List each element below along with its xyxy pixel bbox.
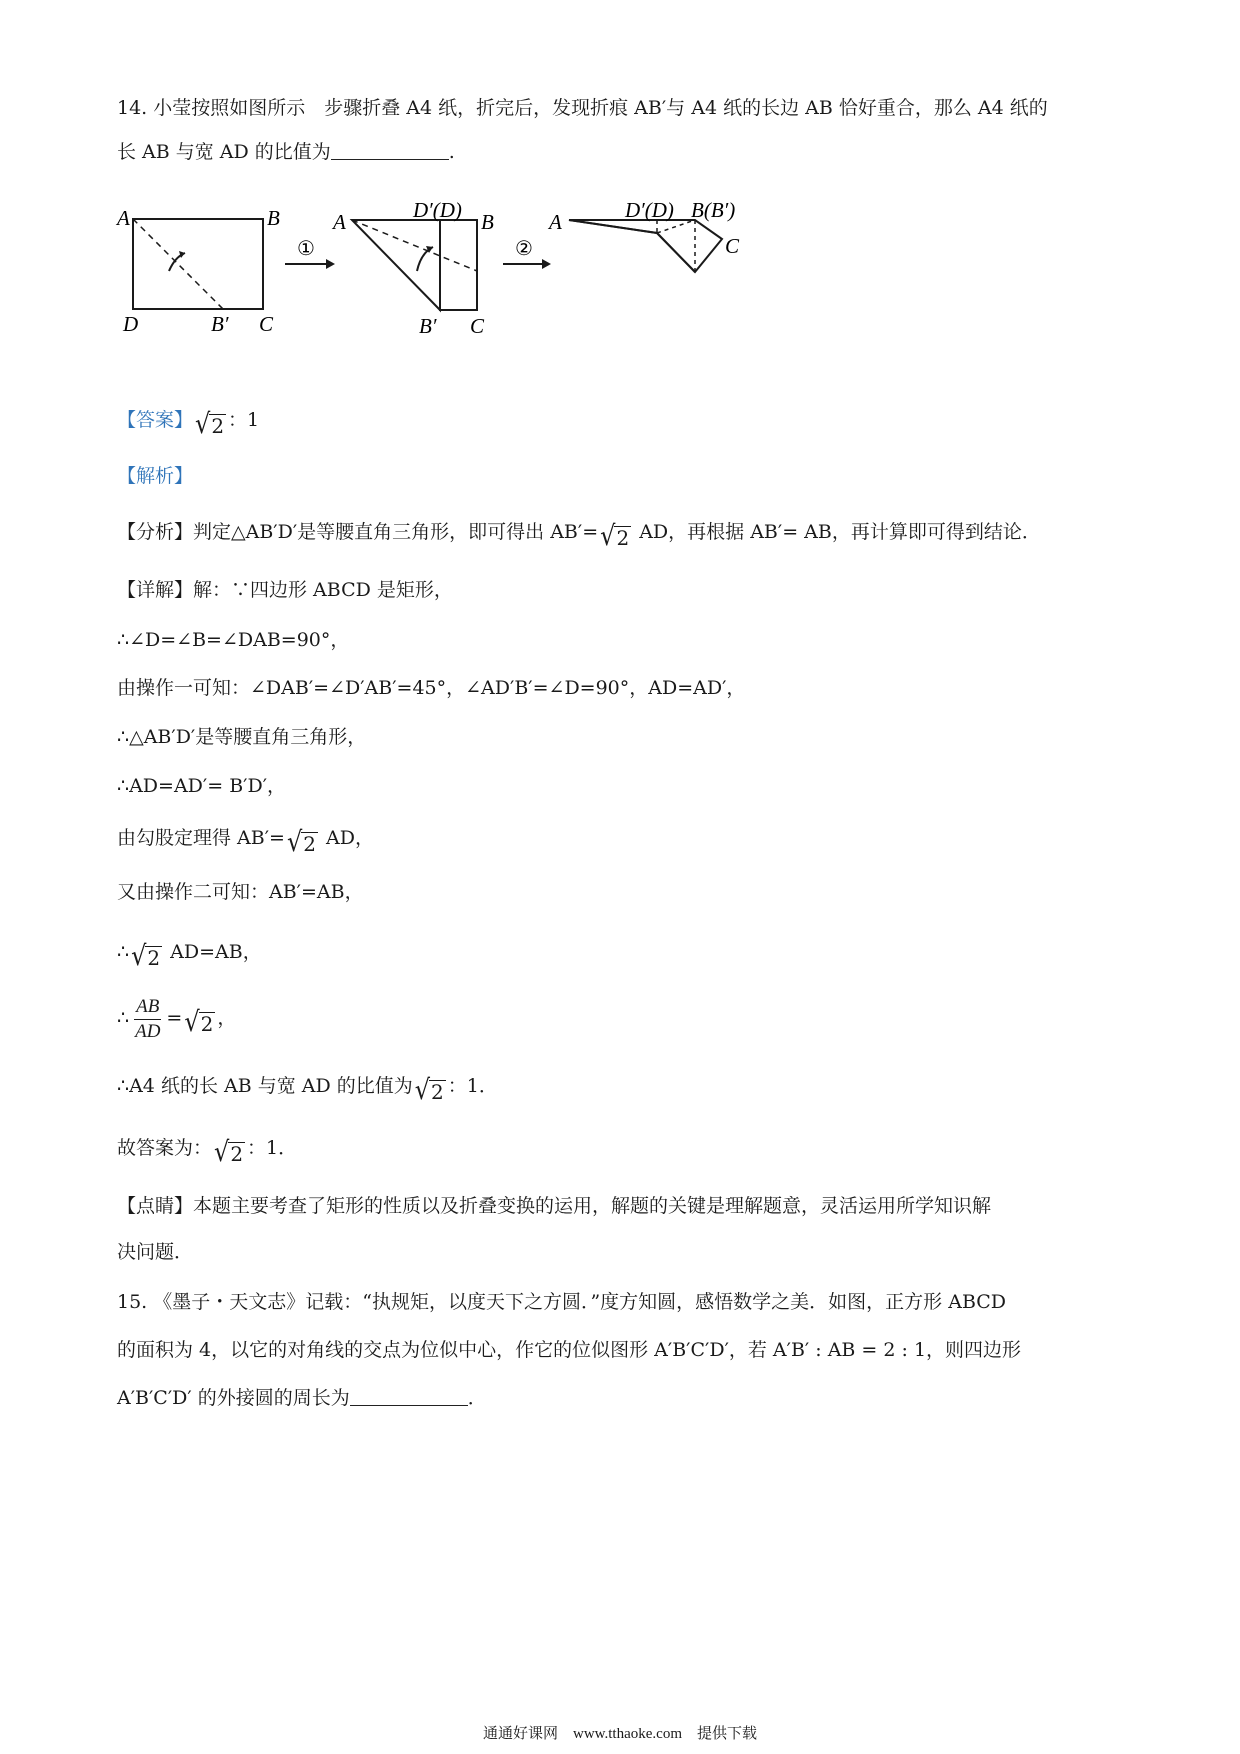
sqrt-symbol: √ 2 xyxy=(131,939,161,973)
fig1-label-Bprime: B′ xyxy=(211,312,229,336)
detail-l11-a: 故答案为： xyxy=(117,1137,213,1159)
step2-arrow xyxy=(503,238,551,269)
fig1-label-C: C xyxy=(259,312,274,336)
fig3-folded xyxy=(547,198,740,272)
detail-l10-b: ：1． xyxy=(447,1075,498,1097)
detail-line11 xyxy=(117,1135,298,1169)
fig2-label-Dprime: D′(D) xyxy=(413,198,462,222)
fig3-label-B: B(B′) xyxy=(691,198,736,222)
detail-line2: ∴∠D=∠B=∠DAB=90°， xyxy=(117,629,350,651)
fenxi-tag: 【分析】 xyxy=(117,521,194,543)
fig2-fold-dashed xyxy=(352,220,477,271)
fig2-triangle xyxy=(352,220,440,310)
dianjing-line2: 决问题． xyxy=(117,1241,194,1263)
fraction-denominator: AD xyxy=(135,1020,161,1042)
detail-line1 xyxy=(117,578,453,602)
fig2-folded xyxy=(331,198,494,338)
fenxi-text2: AD，再根据 AB′= AB，再计算即可得到结论． xyxy=(633,521,1041,543)
q14-line2 xyxy=(117,140,455,164)
fig3-label-C: C xyxy=(725,234,740,258)
step1-arrow xyxy=(285,238,335,269)
sqrt-symbol: √ 2 xyxy=(195,407,225,441)
detail-l8-b: AD=AB， xyxy=(164,941,262,963)
answer-rest: ：1 xyxy=(228,409,260,431)
folding-diagram-svg xyxy=(117,198,877,343)
fig2-label-C: C xyxy=(470,314,485,338)
analysis-tag: 【解析】 xyxy=(117,465,194,487)
fig1-rectangle xyxy=(115,206,280,336)
step2-label: ② xyxy=(515,238,533,260)
step1-label: ① xyxy=(297,238,315,260)
q15-line2: 的面积为 4，以它的对角线的交点为位似中心，作它的位似图形 A′B′C′D′，若 A′B′ : AB = 2 : 1，则四边形 xyxy=(117,1339,1022,1361)
fig3-outline-upper xyxy=(569,220,722,272)
sqrt-symbol: √ 2 xyxy=(286,825,316,859)
detail-l9-a: ∴ xyxy=(117,1007,130,1029)
q15-line3-text: A′B′C′D′ 的外接圆的周长为 xyxy=(117,1387,350,1409)
detail-l9-eq: = xyxy=(166,1007,183,1029)
detail-line7: 又由操作二可知：AB′=AB， xyxy=(117,881,364,903)
fig3-label-A: A xyxy=(549,210,562,234)
answer-blank xyxy=(350,1387,468,1406)
sqrt-symbol: √ 2 xyxy=(214,1135,244,1169)
detail-l6-b: AD， xyxy=(320,827,374,849)
answer-line xyxy=(117,407,260,441)
detail-l11-b: ：1． xyxy=(247,1137,298,1159)
detail-l6-a: 由勾股定理得 AB′= xyxy=(117,827,285,849)
detail-l10-a: ∴A4 纸的长 AB 与宽 AD 的比值为 xyxy=(117,1075,413,1097)
sqrt-symbol: √ 2 xyxy=(414,1073,444,1107)
fenxi-text1: 判定△AB′D′是等腰直角三角形，即可得出 AB′= xyxy=(193,521,599,543)
fig2-label-B: B xyxy=(481,210,494,234)
detail-tag: 【详解】 xyxy=(117,579,194,601)
fig2-label-Bprime: B′ xyxy=(419,314,437,338)
detail-line4: ∴△AB′D′是等腰直角三角形， xyxy=(117,726,367,748)
fig1-fold-dashed xyxy=(133,219,223,309)
q14-line1: 14. 小莹按照如图所示 步骤折叠 A4 纸，折完后，发现折痕 AB′与 A4 纸的长边 AB 恰好重合，那么 A4 纸的 xyxy=(117,97,1048,119)
fig1-rect xyxy=(133,219,263,309)
detail-line3: 由操作一可知：∠DAB′=∠D′AB′=45°，∠AD′B′=∠D=90°，AD=AD′， xyxy=(117,677,746,699)
fenxi-line xyxy=(117,519,1041,553)
dianjing-tag: 【点睛】 xyxy=(117,1195,194,1217)
fig3-outline-lower xyxy=(569,220,695,272)
fig1-label-D: D xyxy=(123,312,139,336)
detail-l1: 解：∵四边形 ABCD 是矩形， xyxy=(193,579,453,601)
q15-line1: 15. 《墨子・天文志》记载：“执规矩，以度天下之方圆．”度方知圆，感悟数学之美．如图，正方形 ABCD xyxy=(117,1291,1007,1313)
fig3-label-Dprime: D′(D) xyxy=(625,198,674,222)
q15-line3-end: ． xyxy=(467,1387,487,1409)
sqrt-symbol: √ 2 xyxy=(184,1005,214,1039)
dianjing-line1 xyxy=(117,1194,991,1218)
fig1-label-B: B xyxy=(267,206,280,230)
detail-l9-b: ， xyxy=(217,1007,237,1029)
detail-line5: ∴AD=AD′= B′D′， xyxy=(117,775,287,797)
detail-line8 xyxy=(117,939,262,973)
detail-line10 xyxy=(117,1073,498,1107)
detail-l8-a: ∴ xyxy=(117,941,130,963)
q14-line2-text: 长 AB 与宽 AD 的比值为 xyxy=(117,141,331,163)
fig2-label-A: A xyxy=(333,210,346,234)
sqrt-symbol: √ 2 xyxy=(600,519,630,553)
fraction xyxy=(133,995,162,1044)
fig2-strip xyxy=(440,220,477,310)
step1-arrowhead xyxy=(326,259,335,269)
fraction-numerator: AB xyxy=(134,995,161,1020)
answer-tag: 【答案】 xyxy=(117,409,194,431)
dianjing-text1: 本题主要考查了矩形的性质以及折叠变换的运用，解题的关键是理解题意，灵活运用所学知识解 xyxy=(193,1195,992,1217)
page-footer: 通通好课网 www.tthaoke.com 提供下载 xyxy=(482,1726,757,1742)
detail-line9 xyxy=(117,990,236,1046)
fig1-label-A: A xyxy=(117,206,130,230)
q14-line2-end: . xyxy=(448,141,455,163)
q15-line3 xyxy=(117,1386,487,1410)
folding-figure xyxy=(117,198,877,347)
detail-line6 xyxy=(117,825,374,859)
step2-arrowhead xyxy=(542,259,551,269)
fig2-fold-arrow xyxy=(417,247,433,271)
answer-blank xyxy=(331,141,449,160)
